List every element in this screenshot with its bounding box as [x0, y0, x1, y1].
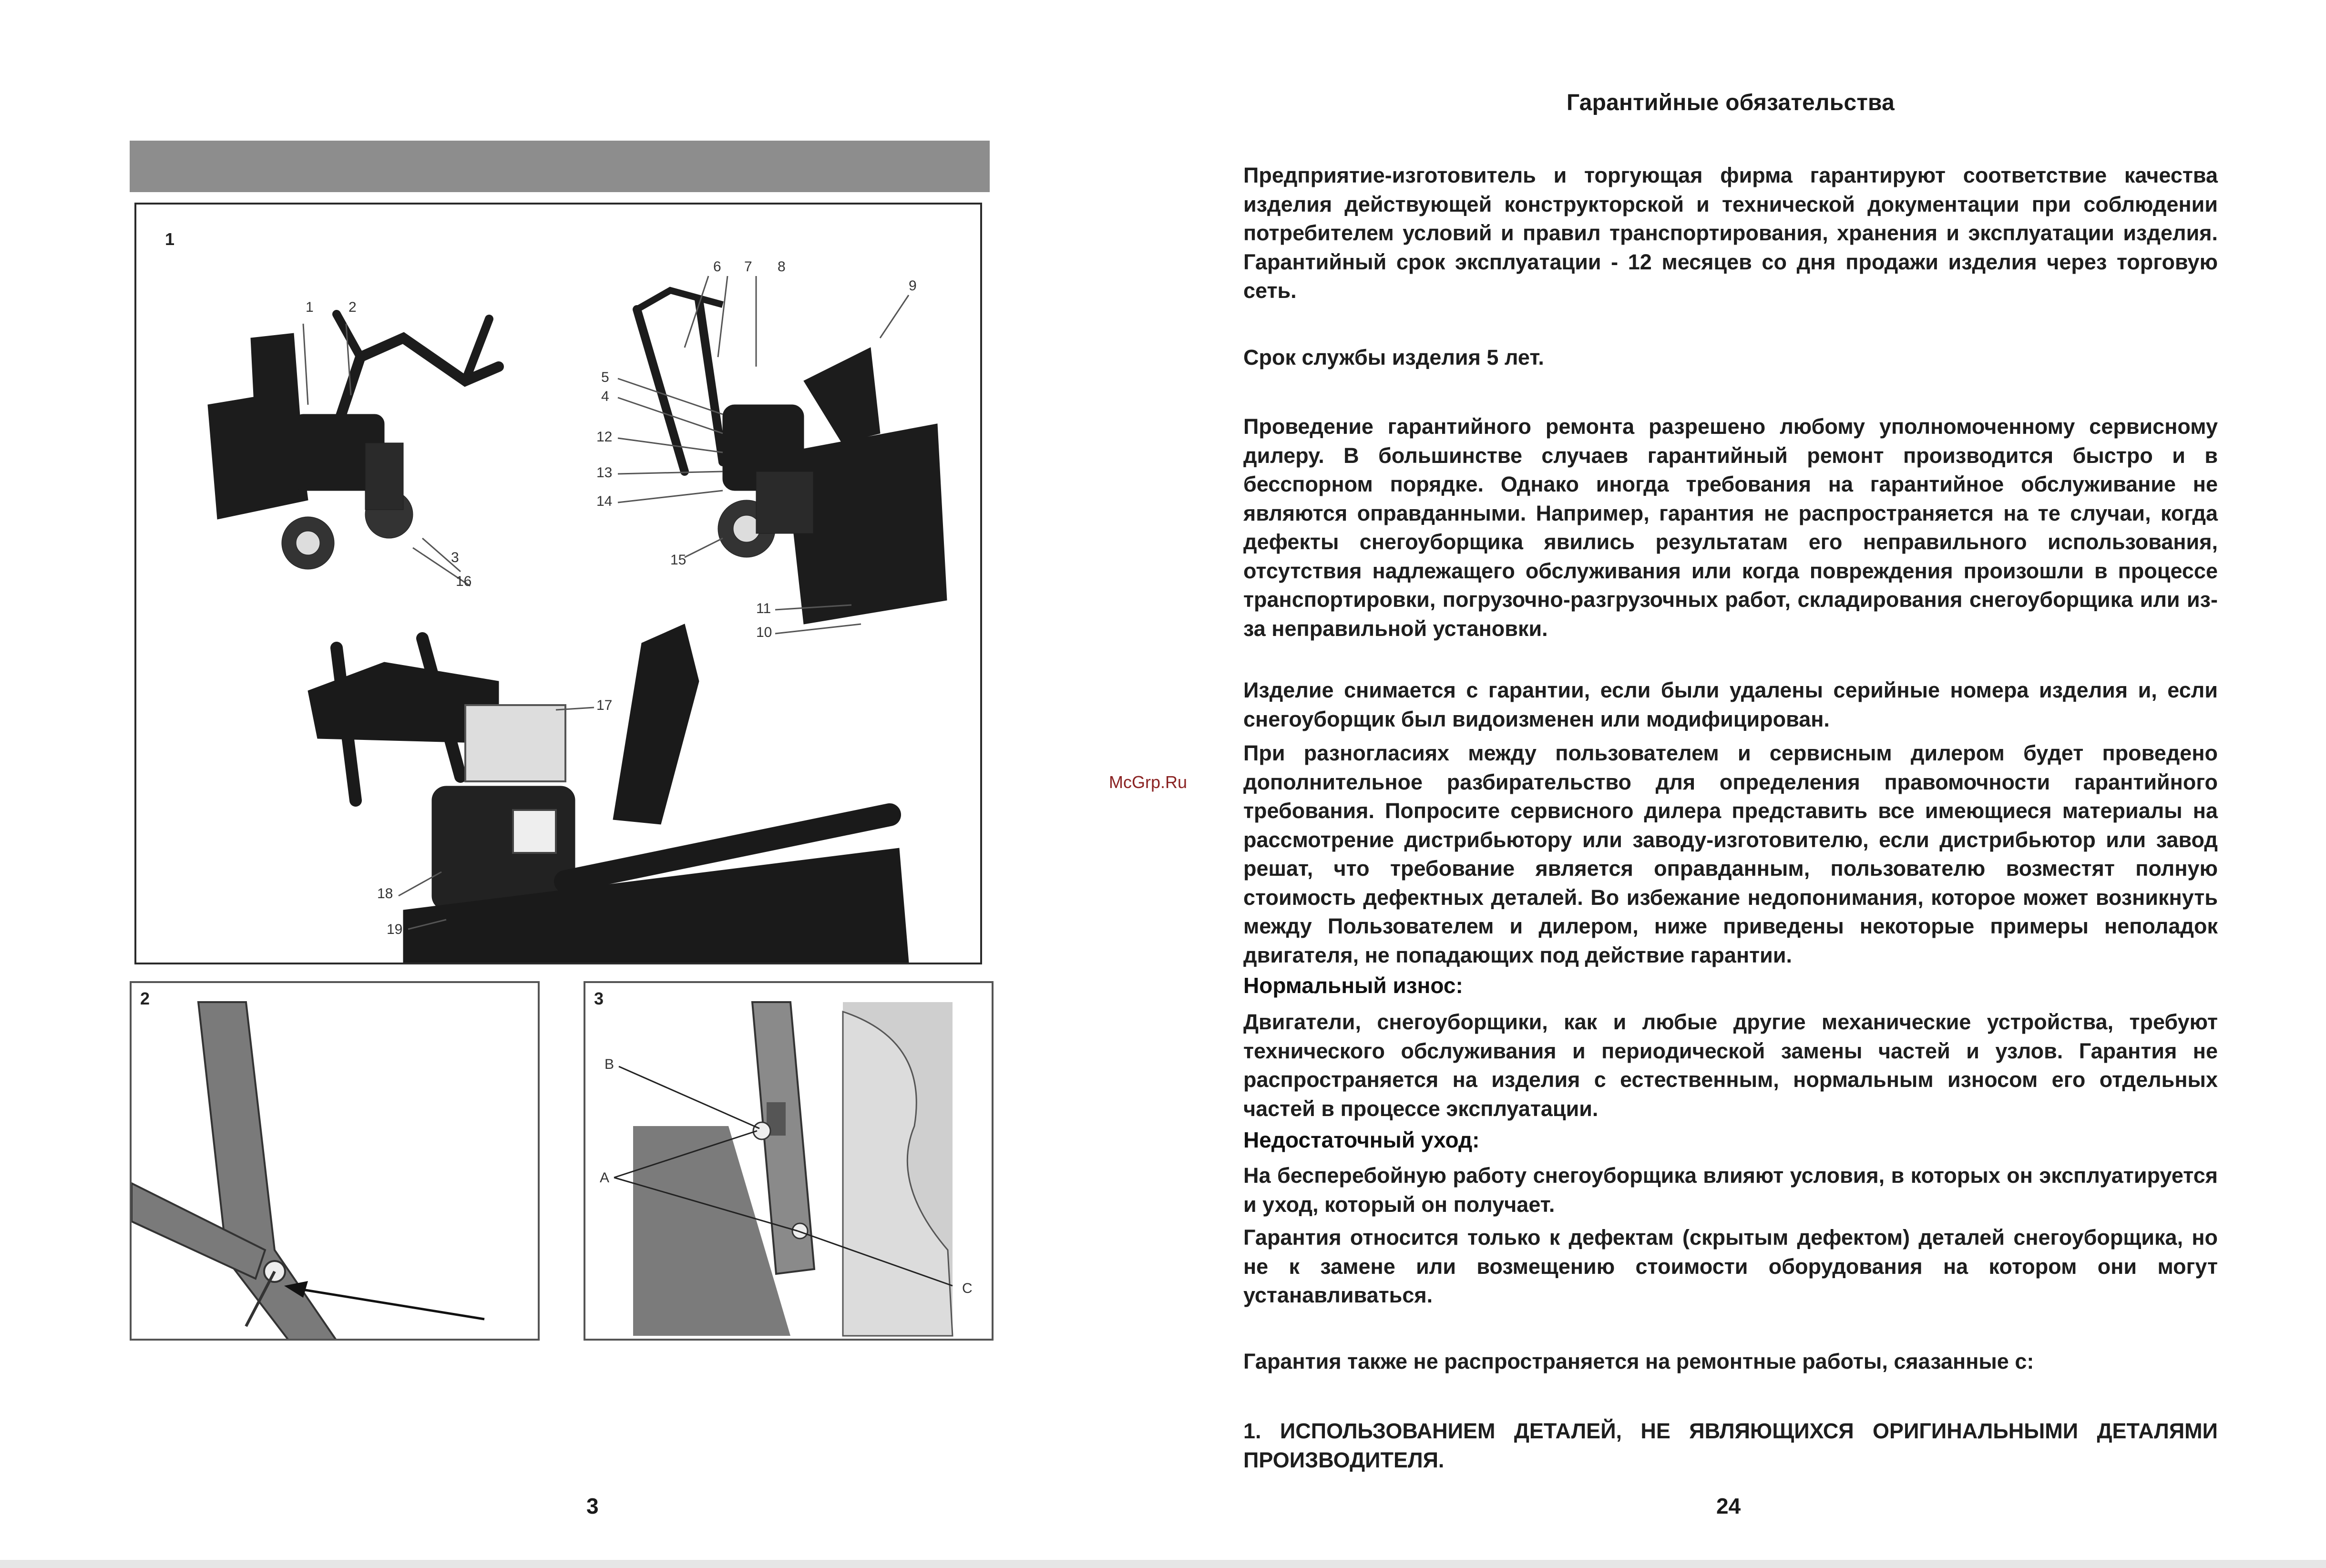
- figure-number: 2: [140, 989, 150, 1008]
- callout-16: 16: [456, 574, 472, 589]
- figure-number: 1: [165, 229, 175, 249]
- callout-12: 12: [596, 429, 613, 445]
- handle-illustration: [132, 983, 538, 1339]
- section-header-bar: [130, 141, 990, 192]
- snowblower-illustration: [136, 205, 980, 963]
- callout-9: 9: [909, 278, 917, 294]
- chute-mount-illustration: [585, 983, 992, 1339]
- paragraph-exclusion-1: 1. ИСПОЛЬЗОВАНИЕМ ДЕТАЛЕЙ, НЕ ЯВЛЯЮЩИХСЯ ОРИГИНАЛЬНЫМИ ДЕТАЛЯМИ ПРОИЗВОДИТЕЛЯ.: [1243, 1419, 2218, 1472]
- paragraph-exclusions-intro: Гарантия также не распространяется на ремонтные работы, сяазанные с:: [1243, 1349, 2034, 1373]
- callout-19: 19: [387, 922, 403, 937]
- paragraph-service-life: Срок службы изделия 5 лет.: [1243, 345, 1544, 369]
- snowblower-side-view: [308, 624, 909, 963]
- callout-13: 13: [596, 465, 613, 481]
- figure-2-handle-bolt: [130, 981, 540, 1341]
- paragraph-warranty-void: Изделие снимается с гарантии, если были удалены серийные номера изделия и, если снегоуборщик был видоизменен или модифицирован.: [1243, 678, 2218, 731]
- callout-17: 17: [596, 697, 613, 713]
- callout-3: 3: [451, 550, 459, 565]
- paragraph-poor-care: На бесперебойную работу снегоуборщика влияют условия, в которых он эксплуатируется и уход, который он получает.: [1243, 1163, 2218, 1217]
- snowblower-rear-view: [637, 290, 947, 624]
- figure-number: 3: [594, 989, 604, 1008]
- watermark-link[interactable]: McGrp.Ru: [1109, 772, 1188, 792]
- paragraph-hidden-defects: Гарантия относится только к дефектам (скрытым дефектом) деталей снегоуборщика, но не к замене или возмещению стоимости оборудования на котором они могут устанавливаться.: [1243, 1225, 2218, 1307]
- page-title: Гарантийные обязательства: [1566, 90, 1895, 115]
- callout-4: 4: [601, 389, 609, 404]
- callout-b: B: [605, 1056, 615, 1072]
- callout-6: 6: [713, 259, 721, 275]
- callout-a: A: [600, 1170, 610, 1186]
- page-number-right: 24: [1716, 1494, 1741, 1518]
- paragraph-warranty-intro: Предприятие-изготовитель и торгующая фирма гарантируют соответствие качества изделия действующей конструкторской и технической документации при соблюдении потребителем условий и правил транспортирования, хранения и эксплуатации изделия. Гарантийный срок эксплуатации - 12 месяцев со дня продажи изделия через торговую сеть.: [1243, 163, 2218, 303]
- callout-1: 1: [306, 299, 314, 315]
- figure-1-snowblower-overview: [134, 203, 982, 964]
- callout-8: 8: [778, 259, 786, 275]
- callout-14: 14: [596, 493, 613, 509]
- snowblower-front-view: [208, 314, 499, 569]
- heading-normal-wear: Нормальный износ:: [1243, 973, 1463, 998]
- bottom-edge-strip: [0, 1560, 2326, 1568]
- paragraph-normal-wear: Двигатели, снегоуборщики, как и любые другие механические устройства, требуют технического обслуживания и периодической замены частей и узлов. Гарантия не распространяется на изделия с естественным, нормальным износом его отдельных частей в процессе эксплуатации.: [1243, 1010, 2218, 1121]
- callout-5: 5: [601, 369, 609, 385]
- figure-3-chute-mount: [584, 981, 994, 1341]
- page-number-left: 3: [586, 1494, 599, 1518]
- callout-2: 2: [348, 299, 357, 315]
- callout-7: 7: [744, 259, 752, 275]
- callout-c: C: [962, 1281, 973, 1296]
- callout-11: 11: [756, 601, 771, 616]
- callout-18: 18: [377, 886, 393, 902]
- callout-15: 15: [670, 552, 687, 568]
- callout-10: 10: [756, 625, 772, 640]
- paragraph-disagreement: При разногласиях между пользователем и сервисным дилером будет проведено дополнительное разбирательство для определения правомочности гарантийного требования. Попросите сервисного дилера представить все имеющиеся материалы на рассмотрение дистрибьютору или заводу-изготовителю, если дистрибьютор или завод решат, что требование является оправданным, пользователю возместят полную стоимость дефектных деталей. Во избежание недопонимания, которое может возникнуть между Пользователем и дилером, ниже приведены некоторые примеры неполадок двигателя, не попадающих под действие гарантии.: [1243, 741, 2218, 967]
- paragraph-warranty-repair: Проведение гарантийного ремонта разрешено любому уполномоченному сервисному дилеру. В большинстве случаев гарантийный ремонт производится быстро и в бесспорном порядке. Однако иногда требования на гарантийное обслуживание не являются оправданными. Например, гарантия не распространяется на те случаи, когда дефекты снегоуборщика явились результатам его неправильного использования, отсутствия надлежащего обслуживания или когда повреждения произошли в процессе транспортировки, погрузочно-разгрузочных работ, складирования снегоуборщика или из-за неправильной установки.: [1243, 414, 2218, 641]
- heading-poor-care: Недостаточный уход:: [1243, 1127, 1480, 1152]
